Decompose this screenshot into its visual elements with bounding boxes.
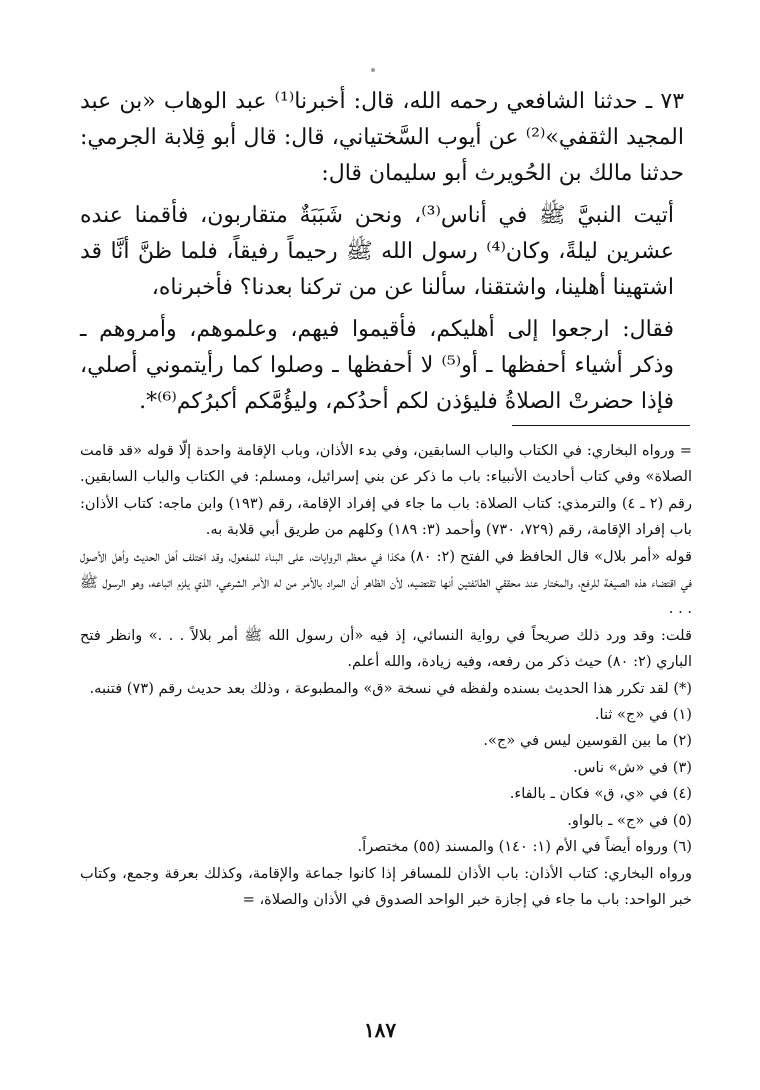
footnote-3: (٣) في «ش» ناس. (573, 758, 692, 776)
note-remark: قلت: وقد ورد ذلك صريحاً في رواية النسائي، إذ فيه «أن رسول الله ﷺ أمر بلالاً . . .» وانظر فتح الباري (٢: ٨٠) حيث ذكر من رفعه، وفيه زيادة، والله أعلم. (80, 626, 692, 671)
scan-speck (371, 68, 375, 72)
footnote-4: (٤) في «ي، ق» فكان ـ بالفاء. (509, 785, 692, 803)
hadith-body-2: فقال: ارجعوا إلى أهليكم، فأقيموا فيهم، وعلموهم، وأمروهم ـ وذكر أشياء أحفظها ـ أو⁽⁵⁾ لا أحفظها ـ وصلوا كما رأيتموني أصلي، فإذا حضرتْ الصلاةُ فليؤذن لكم أحدُكم، وليؤُمَّكم أكبرُكم⁽⁶⁾*. (80, 317, 674, 414)
hadith-body-1: أتيت النبيَّ ﷺ في أناس⁽³⁾، ونحن شَبَبَةٌ متقاربون، فأقمنا عنده عشرين ليلةً، وكان⁽⁴⁾ رسول الله ﷺ رحيماً رفيقاً، فلما ظنَّ أنَّا قد اشتهينا أهلينا، واشتقنا، سألنا عن من تركنا بعدنا؟ فأخبرناه، (80, 203, 674, 300)
note-star: (*) لقد تكرر هذا الحديث بسنده ولفظه في نسخة «ق» والمطبوعة ، وذلك بعد حديث رقم (٧٣) فتنبه. (89, 679, 692, 697)
hadith-chain: ٧٣ ـ حدثنا الشافعي رحمه الله، قال: أخبرنا⁽¹⁾ عبد الوهاب «بن عبد المجيد الثقفي»⁽²⁾ عن أيوب السَّختياني، قال: قال أبو قِلابة الجرمي: حدثنا مالك بن الحُويرث أبو سليمان قال: (80, 89, 685, 186)
footnote-1: (١) في «ج» ثنا. (594, 706, 692, 724)
hadith-text (80, 84, 684, 426)
footnote-separator (512, 425, 690, 426)
note-comment: قوله «أمر بلال» قال الحافظ في الفتح (٢: ٨٠) هكذا في معظم الروايات، على البناء للمفعول، وقد اختلف أهل الحديث وأهل الأصول في اقتضاء هذه الصيغة للرفع، والمختار عند محققي الطائفتين أنها تقتضيه، لأن الظاهر أن المراد بالأمر من له الأمر الشرعي، الذي يلزم اتباعه، وهو الرسول ﷺ . . . (80, 547, 692, 618)
footnote-6-continuation: ورواه البخاري: كتاب الأذان: باب الأذان للمسافر إذا كانوا جماعة والإقامة، وكذلك بعرفة وجمع، وكتاب خبر الواحد: باب ما جاء في إجازة خبر الواحد الصدوق في الأذان والصلاة، = (80, 864, 692, 908)
note-continuation: = ورواه البخاري: في الكتاب والباب السابقين، وفي بدء الأذان، وباب الإقامة واحدة إلّا قوله «قد قامت الصلاة» وفي كتاب أحاديث الأنبياء: باب ما ذكر عن بني إسرائيل، ومسلم: في الكتاب والباب السابقين. رقم (٢ ـ ٤) والترمذي: كتاب الصلاة: باب ما جاء في إفراد الإقامة، رقم (١٩٣) وابن ماجه: كتاب الأذان: باب إفراد الإقامة، رقم (٧٢٩، ٧٣٠) وأحمد (٣: ١٨٩) وكلهم من طريق أبي قلابة به. (80, 442, 692, 539)
footnotes (80, 438, 692, 913)
page-number: ١٨٧ (363, 1018, 397, 1042)
footnote-5: (٥) في «ج» ـ بالواو. (567, 811, 692, 829)
footnote-2: (٢) ما بين القوسين ليس في «ج». (483, 732, 692, 750)
footnote-6: (٦) ورواه أيضاً في الأم (١: ١٤٠) والمسند (٥٥) مختصراً. (357, 838, 692, 856)
